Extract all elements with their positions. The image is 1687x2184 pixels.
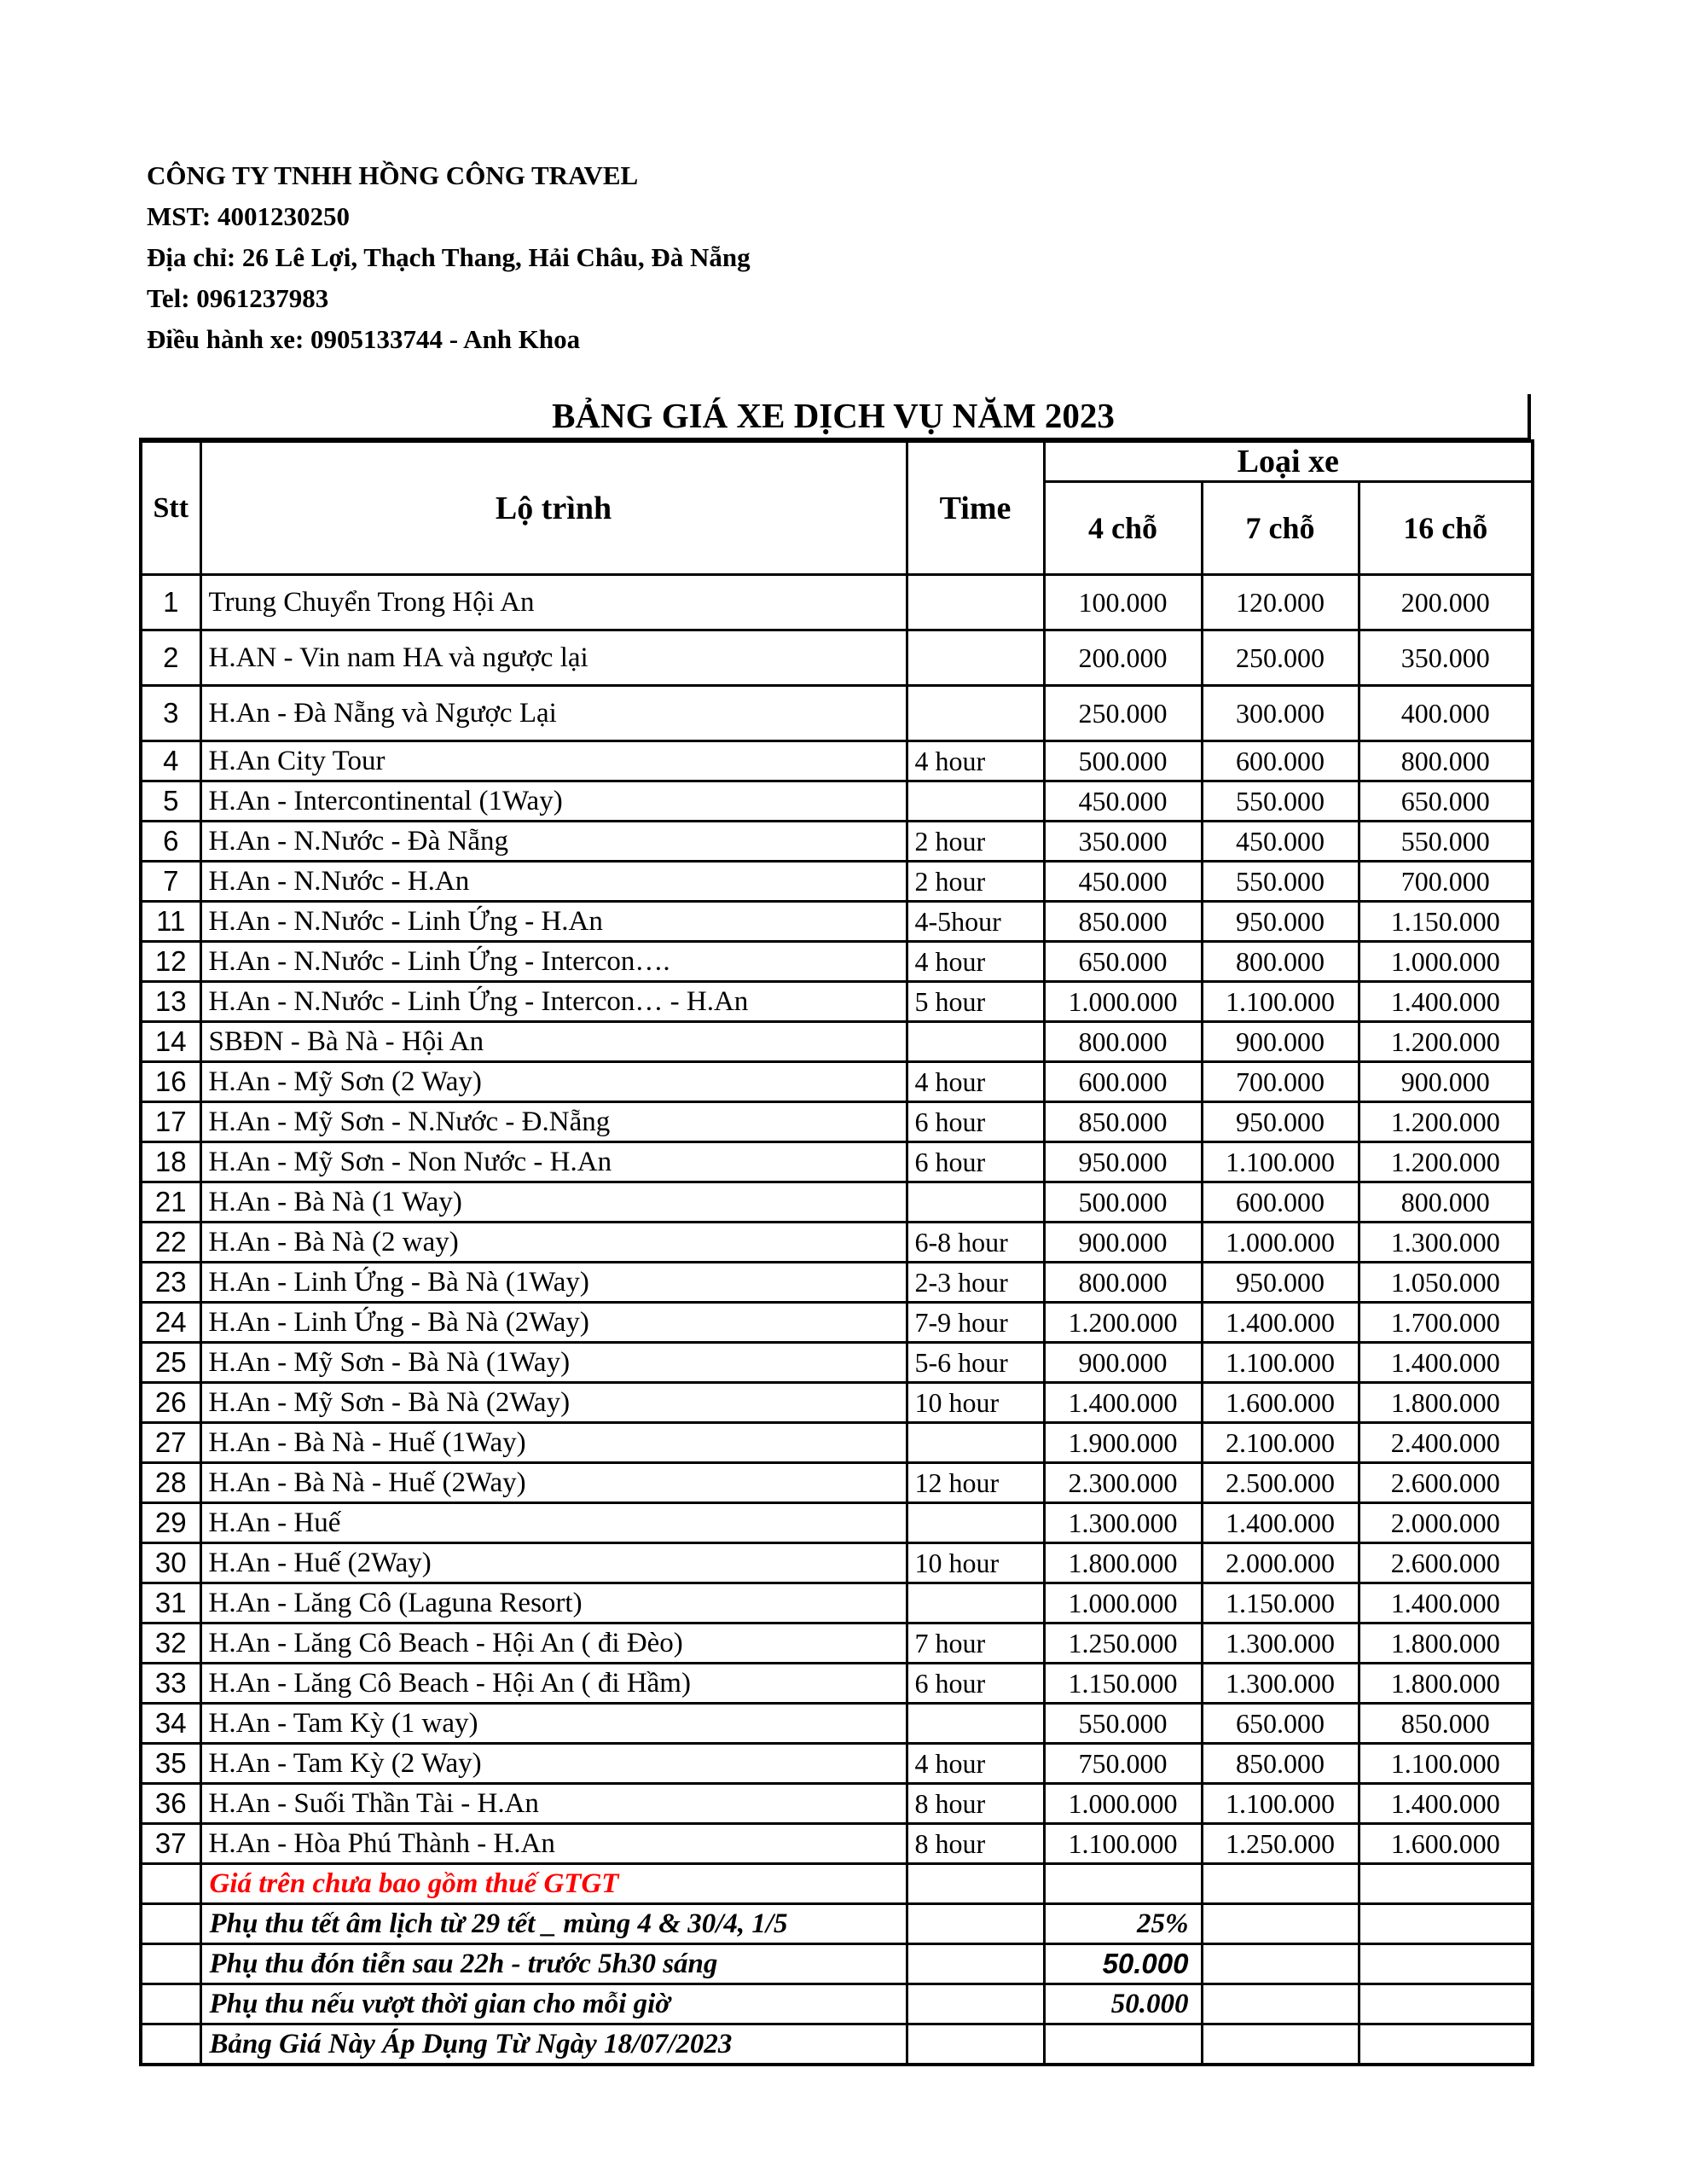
price-16-cell: 1.200.000 bbox=[1359, 1142, 1533, 1182]
price-4-cell: 750.000 bbox=[1044, 1744, 1202, 1784]
table-row bbox=[141, 575, 1533, 630]
time-cell: 6 hour bbox=[907, 1142, 1044, 1182]
footer-note-label: Phụ thu đón tiễn sau 22h - trước 5h30 sáng bbox=[200, 1944, 907, 1984]
price-7-cell: 1.400.000 bbox=[1202, 1303, 1359, 1343]
stt-cell: 6 bbox=[141, 822, 200, 862]
price-7-cell: 650.000 bbox=[1202, 1704, 1359, 1744]
footer-note-row bbox=[141, 1984, 1533, 2024]
route-cell: H.An - Mỹ Sơn - N.Nước - Đ.Nẵng bbox=[200, 1102, 907, 1142]
price-4-cell: 450.000 bbox=[1044, 862, 1202, 902]
footer-note-value: 50.000 bbox=[1044, 1984, 1202, 2024]
route-cell: H.An - N.Nước - H.An bbox=[200, 862, 907, 902]
price-4-cell: 1.000.000 bbox=[1044, 1784, 1202, 1824]
price-16-cell: 1.700.000 bbox=[1359, 1303, 1533, 1343]
time-cell: 8 hour bbox=[907, 1784, 1044, 1824]
price-7-cell: 250.000 bbox=[1202, 630, 1359, 686]
footer-note-row bbox=[141, 1944, 1533, 1984]
price-7-cell: 550.000 bbox=[1202, 862, 1359, 902]
route-cell: H.An - Mỹ Sơn - Bà Nà (2Way) bbox=[200, 1383, 907, 1423]
route-cell: H.An - Tam Kỳ (1 way) bbox=[200, 1704, 907, 1744]
route-cell: H.An - N.Nước - Linh Ứng - Intercon…. bbox=[200, 942, 907, 982]
time-cell: 7 hour bbox=[907, 1623, 1044, 1664]
route-cell: H.An City Tour bbox=[200, 741, 907, 781]
company-dispatch: Điều hành xe: 0905133744 - Anh Khoa bbox=[147, 324, 581, 354]
stt-cell bbox=[141, 1864, 200, 1904]
time-cell bbox=[907, 1583, 1044, 1623]
route-cell: H.An - Lăng Cô (Laguna Resort) bbox=[200, 1583, 907, 1623]
time-cell bbox=[907, 1503, 1044, 1543]
price-4-cell: 800.000 bbox=[1044, 1022, 1202, 1062]
price-16-cell bbox=[1359, 1944, 1533, 1984]
table-row bbox=[141, 1824, 1533, 1864]
price-4-cell: 200.000 bbox=[1044, 630, 1202, 686]
price-table-header bbox=[141, 441, 1533, 575]
price-16-cell: 900.000 bbox=[1359, 1062, 1533, 1102]
table-row bbox=[141, 741, 1533, 781]
stt-cell: 36 bbox=[141, 1784, 200, 1824]
route-cell: H.An - Intercontinental (1Way) bbox=[200, 781, 907, 822]
stt-cell: 17 bbox=[141, 1102, 200, 1142]
price-7-cell: 950.000 bbox=[1202, 1263, 1359, 1303]
price-4-cell: 1.250.000 bbox=[1044, 1623, 1202, 1664]
time-cell: 2-3 hour bbox=[907, 1263, 1044, 1303]
stt-cell: 27 bbox=[141, 1423, 200, 1463]
stt-cell bbox=[141, 1984, 200, 2024]
price-7-cell: 1.100.000 bbox=[1202, 1142, 1359, 1182]
price-16-cell: 2.400.000 bbox=[1359, 1423, 1533, 1463]
price-16-cell: 1.400.000 bbox=[1359, 1343, 1533, 1383]
col-header-route: Lộ trình bbox=[200, 441, 907, 575]
price-16-cell bbox=[1359, 2024, 1533, 2065]
table-row bbox=[141, 1503, 1533, 1543]
route-cell: H.An - Bà Nà - Huế (2Way) bbox=[200, 1463, 907, 1503]
price-16-cell: 200.000 bbox=[1359, 575, 1533, 630]
price-16-cell: 1.400.000 bbox=[1359, 1583, 1533, 1623]
price-4-cell: 500.000 bbox=[1044, 741, 1202, 781]
route-cell: H.An - Mỹ Sơn (2 Way) bbox=[200, 1062, 907, 1102]
price-7-cell: 1.100.000 bbox=[1202, 1784, 1359, 1824]
footer-note-value bbox=[1044, 2024, 1202, 2065]
time-cell bbox=[907, 1904, 1044, 1944]
stt-cell: 2 bbox=[141, 630, 200, 686]
table-row bbox=[141, 1623, 1533, 1664]
col-header-7-seat: 7 chỗ bbox=[1202, 482, 1359, 575]
price-7-cell: 950.000 bbox=[1202, 902, 1359, 942]
company-tax-id: MST: 4001230250 bbox=[147, 201, 350, 231]
stt-cell: 13 bbox=[141, 982, 200, 1022]
time-cell bbox=[907, 1944, 1044, 1984]
table-row bbox=[141, 1022, 1533, 1062]
route-cell: H.An - Bà Nà - Huế (1Way) bbox=[200, 1423, 907, 1463]
table-row bbox=[141, 1182, 1533, 1223]
price-16-cell: 2.000.000 bbox=[1359, 1503, 1533, 1543]
price-16-cell: 1.600.000 bbox=[1359, 1824, 1533, 1864]
price-7-cell: 300.000 bbox=[1202, 686, 1359, 741]
stt-cell bbox=[141, 1944, 200, 1984]
price-7-cell: 1.250.000 bbox=[1202, 1824, 1359, 1864]
price-4-cell: 800.000 bbox=[1044, 1263, 1202, 1303]
stt-cell: 35 bbox=[141, 1744, 200, 1784]
price-7-cell: 1.300.000 bbox=[1202, 1664, 1359, 1704]
time-cell: 5 hour bbox=[907, 982, 1044, 1022]
route-cell: H.An - Bà Nà (2 way) bbox=[200, 1223, 907, 1263]
time-cell: 2 hour bbox=[907, 822, 1044, 862]
footer-note-row bbox=[141, 1904, 1533, 1944]
price-7-cell: 2.000.000 bbox=[1202, 1543, 1359, 1583]
stt-cell: 34 bbox=[141, 1704, 200, 1744]
stt-cell: 16 bbox=[141, 1062, 200, 1102]
time-cell bbox=[907, 781, 1044, 822]
price-4-cell: 900.000 bbox=[1044, 1223, 1202, 1263]
price-7-cell bbox=[1202, 2024, 1359, 2065]
route-cell: H.An - Linh Ứng - Bà Nà (1Way) bbox=[200, 1263, 907, 1303]
price-16-cell: 1.400.000 bbox=[1359, 982, 1533, 1022]
time-cell bbox=[907, 1182, 1044, 1223]
time-cell: 4 hour bbox=[907, 942, 1044, 982]
price-7-cell: 2.100.000 bbox=[1202, 1423, 1359, 1463]
price-16-cell: 550.000 bbox=[1359, 822, 1533, 862]
price-4-cell: 1.800.000 bbox=[1044, 1543, 1202, 1583]
time-cell: 7-9 hour bbox=[907, 1303, 1044, 1343]
price-4-cell: 900.000 bbox=[1044, 1343, 1202, 1383]
price-table-body bbox=[141, 575, 1533, 2065]
price-16-cell: 1.050.000 bbox=[1359, 1263, 1533, 1303]
price-16-cell: 350.000 bbox=[1359, 630, 1533, 686]
table-row bbox=[141, 1744, 1533, 1784]
route-cell: H.An - Lăng Cô Beach - Hội An ( đi Đèo) bbox=[200, 1623, 907, 1664]
time-cell: 4 hour bbox=[907, 741, 1044, 781]
price-16-cell: 800.000 bbox=[1359, 741, 1533, 781]
time-cell bbox=[907, 2024, 1044, 2065]
price-4-cell: 450.000 bbox=[1044, 781, 1202, 822]
table-row bbox=[141, 1704, 1533, 1744]
col-header-16-seat: 16 chỗ bbox=[1359, 482, 1533, 575]
price-table bbox=[139, 439, 1534, 2066]
price-16-cell: 1.100.000 bbox=[1359, 1744, 1533, 1784]
table-row bbox=[141, 982, 1533, 1022]
route-cell: Trung Chuyển Trong Hội An bbox=[200, 575, 907, 630]
price-7-cell: 550.000 bbox=[1202, 781, 1359, 822]
table-row bbox=[141, 1062, 1533, 1102]
price-7-cell: 1.100.000 bbox=[1202, 982, 1359, 1022]
time-cell: 6 hour bbox=[907, 1102, 1044, 1142]
col-header-time: Time bbox=[907, 441, 1044, 575]
price-16-cell: 400.000 bbox=[1359, 686, 1533, 741]
time-cell: 10 hour bbox=[907, 1383, 1044, 1423]
price-16-cell: 1.300.000 bbox=[1359, 1223, 1533, 1263]
route-cell: H.An - Mỹ Sơn - Non Nước - H.An bbox=[200, 1142, 907, 1182]
price-16-cell: 1.200.000 bbox=[1359, 1102, 1533, 1142]
price-16-cell: 1.800.000 bbox=[1359, 1664, 1533, 1704]
route-cell: H.An - Bà Nà (1 Way) bbox=[200, 1182, 907, 1223]
table-row bbox=[141, 630, 1533, 686]
table-row bbox=[141, 1543, 1533, 1583]
table-row bbox=[141, 1343, 1533, 1383]
table-row bbox=[141, 822, 1533, 862]
col-header-stt: Stt bbox=[141, 441, 200, 575]
price-16-cell: 2.600.000 bbox=[1359, 1463, 1533, 1503]
footer-note-value: 25% bbox=[1044, 1904, 1202, 1944]
footer-note-row bbox=[141, 2024, 1533, 2065]
col-header-4-seat: 4 chỗ bbox=[1044, 482, 1202, 575]
time-cell bbox=[907, 686, 1044, 741]
time-cell: 4 hour bbox=[907, 1744, 1044, 1784]
table-row bbox=[141, 902, 1533, 942]
price-16-cell bbox=[1359, 1904, 1533, 1944]
table-row bbox=[141, 1303, 1533, 1343]
table-row bbox=[141, 1463, 1533, 1503]
price-16-cell: 700.000 bbox=[1359, 862, 1533, 902]
price-7-cell: 120.000 bbox=[1202, 575, 1359, 630]
time-cell: 6 hour bbox=[907, 1664, 1044, 1704]
stt-cell: 32 bbox=[141, 1623, 200, 1664]
stt-cell: 12 bbox=[141, 942, 200, 982]
route-cell: H.An - Linh Ứng - Bà Nà (2Way) bbox=[200, 1303, 907, 1343]
stt-cell: 18 bbox=[141, 1142, 200, 1182]
price-7-cell: 1.000.000 bbox=[1202, 1223, 1359, 1263]
route-cell: H.An - Suối Thần Tài - H.An bbox=[200, 1784, 907, 1824]
route-cell: H.An - N.Nước - Linh Ứng - H.An bbox=[200, 902, 907, 942]
price-4-cell: 250.000 bbox=[1044, 686, 1202, 741]
price-7-cell bbox=[1202, 1944, 1359, 1984]
price-16-cell: 1.150.000 bbox=[1359, 902, 1533, 942]
time-cell: 10 hour bbox=[907, 1543, 1044, 1583]
price-4-cell: 350.000 bbox=[1044, 822, 1202, 862]
stt-cell: 30 bbox=[141, 1543, 200, 1583]
time-cell bbox=[907, 630, 1044, 686]
stt-cell: 7 bbox=[141, 862, 200, 902]
price-16-cell: 1.000.000 bbox=[1359, 942, 1533, 982]
price-4-cell: 500.000 bbox=[1044, 1182, 1202, 1223]
price-4-cell: 550.000 bbox=[1044, 1704, 1202, 1744]
price-7-cell: 2.500.000 bbox=[1202, 1463, 1359, 1503]
price-7-cell: 600.000 bbox=[1202, 741, 1359, 781]
price-7-cell: 1.100.000 bbox=[1202, 1343, 1359, 1383]
table-row bbox=[141, 686, 1533, 741]
company-address: Địa chỉ: 26 Lê Lợi, Thạch Thang, Hải Châu, Đà Nẵng bbox=[147, 242, 751, 272]
footer-note-row bbox=[141, 1864, 1533, 1904]
time-cell: 5-6 hour bbox=[907, 1343, 1044, 1383]
stt-cell: 33 bbox=[141, 1664, 200, 1704]
price-16-cell: 2.600.000 bbox=[1359, 1543, 1533, 1583]
route-cell: H.An - Huế bbox=[200, 1503, 907, 1543]
company-info-block bbox=[147, 155, 751, 360]
stt-cell: 1 bbox=[141, 575, 200, 630]
price-4-cell: 1.400.000 bbox=[1044, 1383, 1202, 1423]
price-4-cell: 1.150.000 bbox=[1044, 1664, 1202, 1704]
table-row bbox=[141, 1664, 1533, 1704]
stt-cell: 29 bbox=[141, 1503, 200, 1543]
time-cell: 12 hour bbox=[907, 1463, 1044, 1503]
price-7-cell bbox=[1202, 1864, 1359, 1904]
table-row bbox=[141, 1583, 1533, 1623]
footer-note-label: Giá trên chưa bao gồm thuế GTGT bbox=[200, 1864, 907, 1904]
time-cell: 4 hour bbox=[907, 1062, 1044, 1102]
price-7-cell: 600.000 bbox=[1202, 1182, 1359, 1223]
stt-cell bbox=[141, 2024, 200, 2065]
stt-cell: 11 bbox=[141, 902, 200, 942]
stt-cell: 3 bbox=[141, 686, 200, 741]
company-name: CÔNG TY TNHH HỒNG CÔNG TRAVEL bbox=[147, 160, 639, 190]
table-row bbox=[141, 781, 1533, 822]
time-cell bbox=[907, 1864, 1044, 1904]
footer-note-label: Phụ thu nếu vượt thời gian cho mỗi giờ bbox=[200, 1984, 907, 2024]
table-row bbox=[141, 1142, 1533, 1182]
stt-cell: 31 bbox=[141, 1583, 200, 1623]
time-cell bbox=[907, 1423, 1044, 1463]
footer-note-value bbox=[1044, 1864, 1202, 1904]
route-cell: H.An - Tam Kỳ (2 Way) bbox=[200, 1744, 907, 1784]
time-cell bbox=[907, 1984, 1044, 2024]
price-4-cell: 850.000 bbox=[1044, 902, 1202, 942]
price-16-cell: 1.200.000 bbox=[1359, 1022, 1533, 1062]
stt-cell: 24 bbox=[141, 1303, 200, 1343]
stt-cell: 26 bbox=[141, 1383, 200, 1423]
price-16-cell: 650.000 bbox=[1359, 781, 1533, 822]
stt-cell: 23 bbox=[141, 1263, 200, 1303]
price-4-cell: 2.300.000 bbox=[1044, 1463, 1202, 1503]
stt-cell: 22 bbox=[141, 1223, 200, 1263]
price-7-cell: 450.000 bbox=[1202, 822, 1359, 862]
price-table-section bbox=[139, 394, 1531, 2066]
price-4-cell: 1.100.000 bbox=[1044, 1824, 1202, 1864]
table-row bbox=[141, 1383, 1533, 1423]
price-16-cell: 800.000 bbox=[1359, 1182, 1533, 1223]
price-16-cell bbox=[1359, 1864, 1533, 1904]
price-4-cell: 1.300.000 bbox=[1044, 1503, 1202, 1543]
footer-note-label: Bảng Giá Này Áp Dụng Từ Ngày 18/07/2023 bbox=[200, 2024, 907, 2065]
stt-cell: 5 bbox=[141, 781, 200, 822]
table-row bbox=[141, 1102, 1533, 1142]
price-7-cell: 1.400.000 bbox=[1202, 1503, 1359, 1543]
price-4-cell: 1.000.000 bbox=[1044, 1583, 1202, 1623]
time-cell bbox=[907, 1022, 1044, 1062]
price-7-cell: 1.150.000 bbox=[1202, 1583, 1359, 1623]
price-7-cell: 1.600.000 bbox=[1202, 1383, 1359, 1423]
stt-cell bbox=[141, 1904, 200, 1944]
price-4-cell: 1.900.000 bbox=[1044, 1423, 1202, 1463]
time-cell: 4-5hour bbox=[907, 902, 1044, 942]
stt-cell: 37 bbox=[141, 1824, 200, 1864]
price-7-cell bbox=[1202, 1984, 1359, 2024]
price-4-cell: 600.000 bbox=[1044, 1062, 1202, 1102]
route-cell: H.AN - Vin nam HA và ngược lại bbox=[200, 630, 907, 686]
price-7-cell: 1.300.000 bbox=[1202, 1623, 1359, 1664]
route-cell: H.An - Hòa Phú Thành - H.An bbox=[200, 1824, 907, 1864]
time-cell: 6-8 hour bbox=[907, 1223, 1044, 1263]
table-row bbox=[141, 1423, 1533, 1463]
time-cell bbox=[907, 575, 1044, 630]
table-row bbox=[141, 1263, 1533, 1303]
price-7-cell bbox=[1202, 1904, 1359, 1944]
route-cell: H.An - N.Nước - Linh Ứng - Intercon… - H.An bbox=[200, 982, 907, 1022]
price-4-cell: 1.000.000 bbox=[1044, 982, 1202, 1022]
footer-note-value: 50.000 bbox=[1044, 1944, 1202, 1984]
price-16-cell: 850.000 bbox=[1359, 1704, 1533, 1744]
route-cell: H.An - Lăng Cô Beach - Hội An ( đi Hầm) bbox=[200, 1664, 907, 1704]
price-7-cell: 900.000 bbox=[1202, 1022, 1359, 1062]
price-4-cell: 850.000 bbox=[1044, 1102, 1202, 1142]
price-16-cell: 1.400.000 bbox=[1359, 1784, 1533, 1824]
table-row bbox=[141, 1223, 1533, 1263]
price-16-cell: 1.800.000 bbox=[1359, 1623, 1533, 1664]
table-row bbox=[141, 862, 1533, 902]
route-cell: H.An - Huế (2Way) bbox=[200, 1543, 907, 1583]
price-4-cell: 950.000 bbox=[1044, 1142, 1202, 1182]
price-16-cell: 1.800.000 bbox=[1359, 1383, 1533, 1423]
price-4-cell: 650.000 bbox=[1044, 942, 1202, 982]
table-row bbox=[141, 942, 1533, 982]
route-cell: SBĐN - Bà Nà - Hội An bbox=[200, 1022, 907, 1062]
stt-cell: 25 bbox=[141, 1343, 200, 1383]
table-title: BẢNG GIÁ XE DỊCH VỤ NĂM 2023 bbox=[139, 394, 1531, 439]
price-16-cell bbox=[1359, 1984, 1533, 2024]
company-tel: Tel: 0961237983 bbox=[147, 283, 329, 313]
price-7-cell: 850.000 bbox=[1202, 1744, 1359, 1784]
time-cell: 2 hour bbox=[907, 862, 1044, 902]
stt-cell: 28 bbox=[141, 1463, 200, 1503]
col-header-vehicle-type: Loại xe bbox=[1044, 441, 1533, 482]
time-cell bbox=[907, 1704, 1044, 1744]
time-cell: 8 hour bbox=[907, 1824, 1044, 1864]
stt-cell: 14 bbox=[141, 1022, 200, 1062]
price-7-cell: 800.000 bbox=[1202, 942, 1359, 982]
route-cell: H.An - Mỹ Sơn - Bà Nà (1Way) bbox=[200, 1343, 907, 1383]
footer-note-label: Phụ thu tết âm lịch từ 29 tết _ mùng 4 & 30/4, 1/5 bbox=[200, 1904, 907, 1944]
route-cell: H.An - Đà Nẵng và Ngược Lại bbox=[200, 686, 907, 741]
stt-cell: 21 bbox=[141, 1182, 200, 1223]
price-7-cell: 700.000 bbox=[1202, 1062, 1359, 1102]
price-4-cell: 1.200.000 bbox=[1044, 1303, 1202, 1343]
price-7-cell: 950.000 bbox=[1202, 1102, 1359, 1142]
price-4-cell: 100.000 bbox=[1044, 575, 1202, 630]
table-row bbox=[141, 1784, 1533, 1824]
route-cell: H.An - N.Nước - Đà Nẵng bbox=[200, 822, 907, 862]
stt-cell: 4 bbox=[141, 741, 200, 781]
